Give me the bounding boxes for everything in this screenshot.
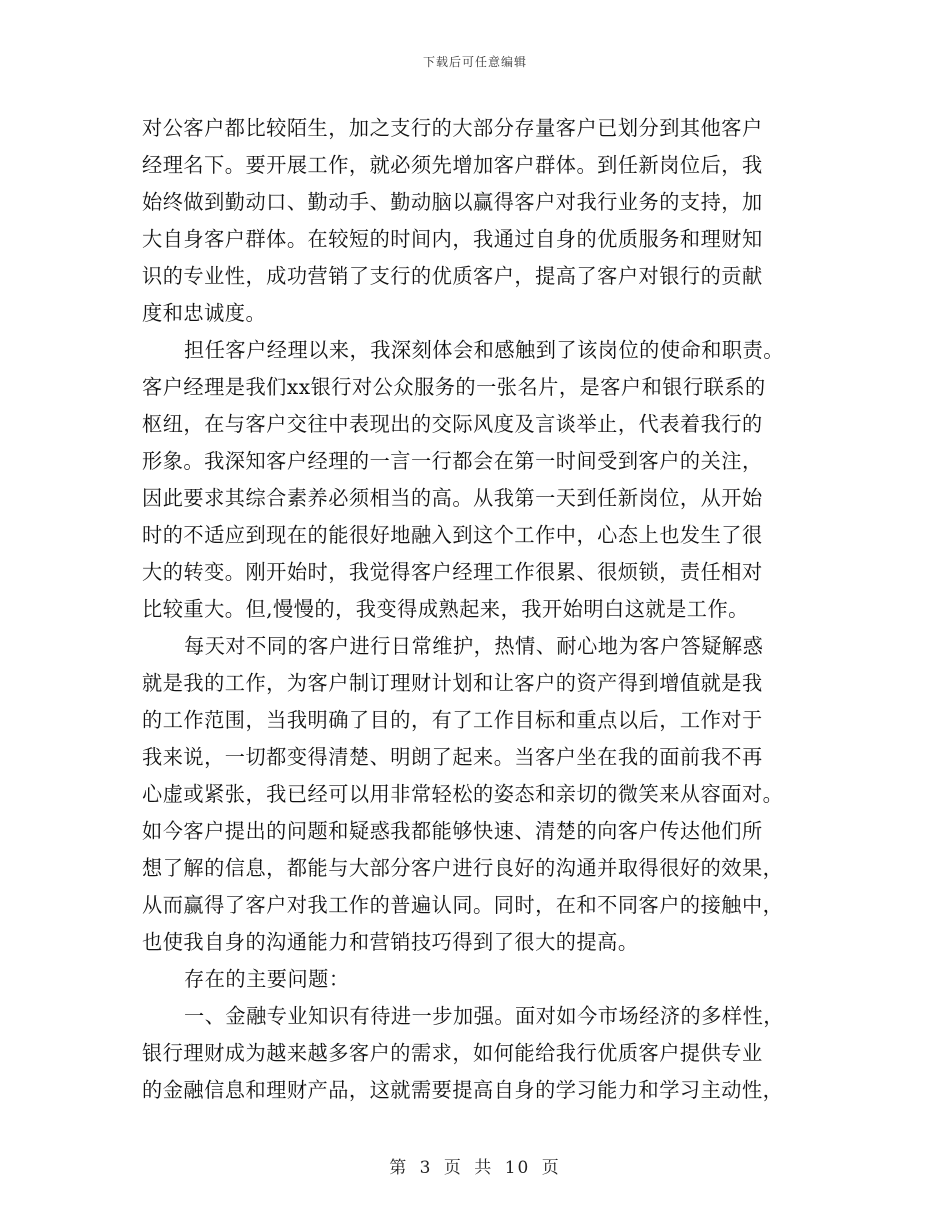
- text-line: 因此要求其综合素养必须相当的高。从我第一天到任新岗位，从开始: [142, 486, 763, 510]
- page-header: 下载后可任意编辑: [422, 55, 527, 69]
- page-footer: 第 3 页 共 10 页: [389, 1158, 561, 1178]
- text-line: 客户经理是我们xx银行对公众服务的一张名片，是客户和银行联系的: [142, 375, 766, 399]
- text-line: 度和忠诚度。: [142, 301, 267, 325]
- text-line: 识的专业性，成功营销了支行的优质客户，提高了客户对银行的贡献: [142, 264, 763, 288]
- text-line: 从而赢得了客户对我工作的普遍认同。同时，在和不同客户的接触中，: [142, 893, 784, 917]
- text-line: 大的转变。刚开始时，我觉得客户经理工作很累、很烦锁，责任相对: [142, 560, 763, 584]
- text-line: 枢纽，在与客户交往中表现出的交际风度及言谈举止，代表着我行的: [142, 412, 763, 436]
- text-line: 对公客户都比较陌生，加之支行的大部分存量客户已划分到其他客户: [142, 116, 763, 140]
- text-line: 大自身客户群体。在较短的时间内，我通过自身的优质服务和理财知: [142, 227, 763, 251]
- text-line: 担任客户经理以来，我深刻体会和感触到了该岗位的使命和职责。: [184, 338, 784, 362]
- text-line: 比较重大。但,慢慢的，我变得成熟起来，我开始明白这就是工作。: [142, 597, 749, 621]
- text-line: 的金融信息和理财产品，这就需要提高自身的学习能力和学习主动性，: [142, 1078, 784, 1102]
- text-line: 一、金融专业知识有待进一步加强。面对如今市场经济的多样性，: [184, 1004, 784, 1028]
- text-line: 如今客户提出的问题和疑惑我都能够快速、清楚的向客户传达他们所: [142, 819, 763, 843]
- text-line: 每天对不同的客户进行日常维护，热情、耐心地为客户答疑解惑: [184, 634, 764, 658]
- text-line: 始终做到勤动口、勤动手、勤动脑以赢得客户对我行业务的支持，加: [142, 190, 763, 214]
- text-line: 经理名下。要开展工作，就必须先增加客户群体。到任新岗位后，我: [142, 153, 763, 177]
- text-line: 心虚或紧张，我已经可以用非常轻松的姿态和亲切的微笑来从容面对。: [142, 782, 784, 806]
- text-line: 就是我的工作，为客户制订理财计划和让客户的资产得到增值就是我: [142, 671, 763, 695]
- text-line: 银行理财成为越来越多客户的需求，如何能给我行优质客户提供专业: [142, 1041, 763, 1065]
- text-line: 存在的主要问题：: [184, 967, 350, 991]
- text-line: 形象。我深知客户经理的一言一行都会在第一时间受到客户的关注，: [142, 449, 763, 473]
- text-line: 我来说，一切都变得清楚、明朗了起来。当客户坐在我的面前我不再: [142, 745, 763, 769]
- document-body: [142, 110, 810, 1109]
- text-line: 也使我自身的沟通能力和营销技巧得到了很大的提高。: [142, 930, 639, 954]
- text-line: 时的不适应到现在的能很好地融入到这个工作中，心态上也发生了很: [142, 523, 763, 547]
- text-line: 的工作范围，当我明确了目的，有了工作目标和重点以后，工作对于: [142, 708, 763, 732]
- text-line: 想了解的信息，都能与大部分客户进行良好的沟通并取得很好的效果，: [142, 856, 784, 880]
